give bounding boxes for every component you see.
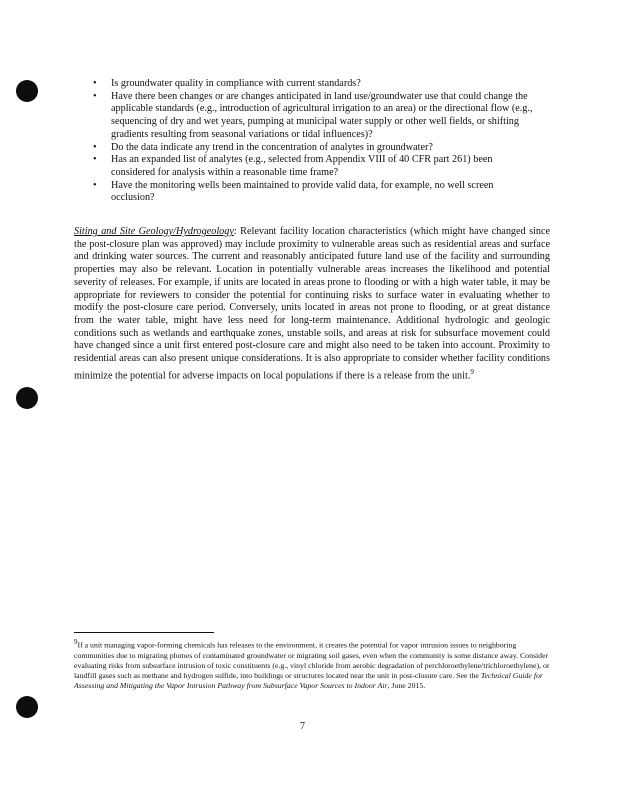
footnote-document-title: Technical Guide for Assessing and Mitigating the Vapor Intrusion Pathway from Subsurface Vapor Sources to Indoor Air [74,671,543,691]
list-item: • Have there been changes or are changes anticipated in land use/groundwater use that could change the applicable standards (e.g., introduction of agricultural irrigation to an area) or the directional flow (e.g., sequencing of dry and wet years, pumping at municipal water supply or other well fields, or shifting gradients resulting from seasonal variations or tidal influences)? [93,91,538,142]
list-item: • Has an expanded list of analytes (e.g., selected from Appendix VIII of 40 CFR part 261) been considered for analysis within a reasonable time frame? [93,154,538,179]
footnote-text: If a unit managing vapor-forming chemicals has releases to the environment, it creates the potential for vapor intrusion issues to neighboring communities due to migrating plumes of contaminated groundwater or migrating soil gases, even when the community is some distance away. Consider evaluating risks from subsurface intrusion of toxic constituents (e.g., vinyl chloride from aerobic degradation of perchloroethylene/trichloroethylene), or landfill gases such as methane and hydrogen sulfide, into buildings or structures located near the unit in post-closure care. See the [74,640,550,681]
section-heading: Siting and Site Geology/Hydrogeology [74,226,234,237]
binder-hole-bottom [16,696,38,718]
binder-hole-middle [16,387,38,409]
list-item: • Is groundwater quality in compliance with current standards? [93,78,538,91]
question-list [93,78,538,205]
footnote-reference: 9 [470,367,474,376]
list-item: • Have the monitoring wells been maintained to provide valid data, for example, no well screen occlusion? [93,180,538,205]
footnote-divider [74,632,214,633]
footnote [74,637,550,692]
section-body: : Relevant facility location characteristics (which might have changed since the post-closure plan was approved) may include proximity to vulnerable areas such as residential areas and surface and drinking water sources. The current and reasonably anticipated future land use of the facility and surrounding properties may also be relevant. Location in potentially vulnerable areas increases the likelihood and potential severity of releases. For example, if units are located in areas prone to flooding or with a high water table, it may be appropriate for reviewers to consider the potential for continuing risks to surface water in evaluating whether to modify the post-closure care period. Conversely, units located in areas not prone to flooding, or at great distance from the water table, might have less need for long-term maintenance. Additional hydrologic and geologic conditions such as wetlands and earthquake zones, unstable soils, and areas at risk for subsurface movement could have changed since a unit first entered post-closure care and might also need to be taken into account. Proximity to residential areas can also present unique considerations. It is also appropriate to consider whether facility conditions minimize the potential for adverse impacts on local populations if there is a release from the unit. [74,226,550,382]
siting-geology-paragraph [74,226,550,383]
footnote-tail: , June 2015. [387,681,426,691]
footnote-number: 9 [74,638,78,646]
binder-hole-top [16,80,38,102]
page-number: 7 [300,721,305,732]
list-item: • Do the data indicate any trend in the concentration of analytes in groundwater? [93,142,538,155]
